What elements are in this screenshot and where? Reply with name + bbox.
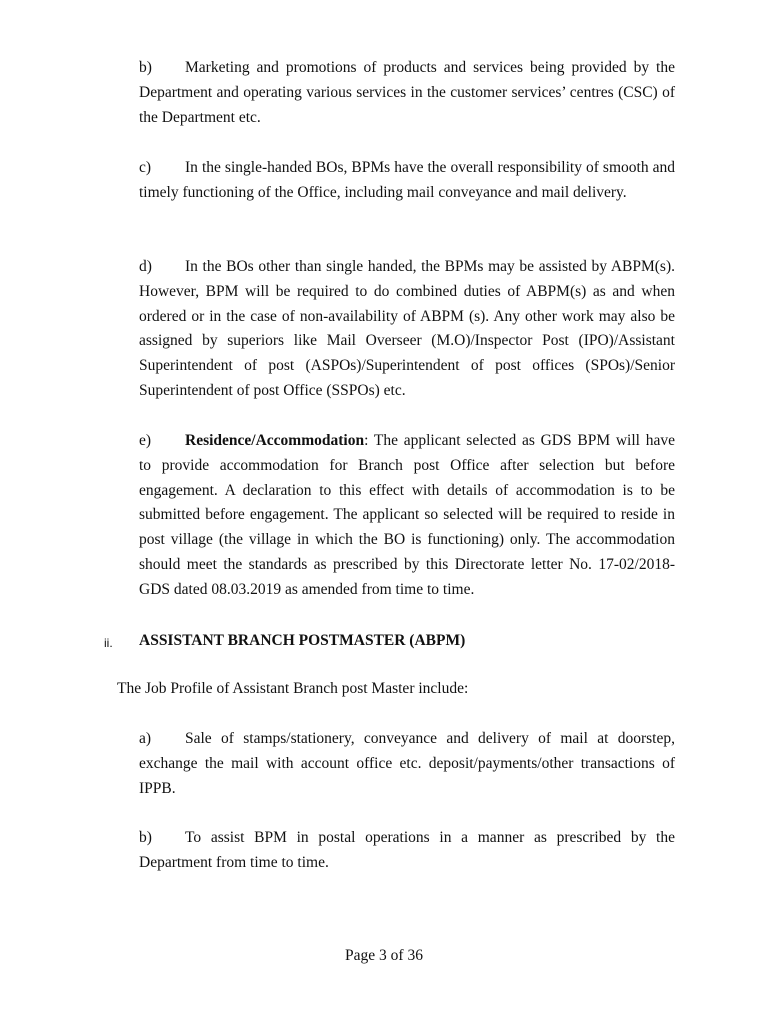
item-marker: e) <box>139 432 152 449</box>
item-text: In the BOs other than single handed, the BPMs may be assisted by ABPM(s). However, BPM will be required to do combined duties of ABPM(s) as and when ordered or in the case of non-availability of ABPM (s). Any other work may also be assigned by superiors like Mail Overseer (M.O)/Inspector Post (IPO)/Assistant Superintendent of post (ASPOs)/Superintendent of post offices (SPOs)/Senior Superintendent of post Office (SSPOs) etc. <box>139 258 675 399</box>
section-number: ii. <box>104 636 113 650</box>
abpm-duty-item-b <box>139 826 675 876</box>
item-marker: b) <box>139 59 152 76</box>
bpm-duty-item-d <box>139 255 675 404</box>
bpm-duty-item-b <box>139 56 675 130</box>
bpm-duty-item-c <box>139 156 675 206</box>
item-text: Sale of stamps/stationery, conveyance and delivery of mail at doorstep, exchange the mail with account office etc. deposit/payments/other transactions of IPPB. <box>139 730 675 797</box>
item-label: Residence/Accommodation <box>185 432 365 449</box>
section-title: ASSISTANT BRANCH POSTMASTER (ABPM) <box>139 632 466 649</box>
section-intro: The Job Profile of Assistant Branch post Master include: <box>117 680 469 697</box>
item-marker: c) <box>139 159 152 176</box>
item-text: In the single-handed BOs, BPMs have the overall responsibility of smooth and timely functioning of the Office, including mail conveyance and mail delivery. <box>139 159 675 201</box>
abpm-duty-item-a <box>139 727 675 801</box>
page-number: Page 3 of 36 <box>345 947 423 964</box>
item-marker: b) <box>139 829 152 846</box>
item-text: Marketing and promotions of products and services being provided by the Department and operating various services in the customer services’ centres (CSC) of the Department etc. <box>139 59 675 126</box>
item-text: To assist BPM in postal operations in a manner as prescribed by the Department from time to time. <box>139 829 675 871</box>
item-marker: a) <box>139 730 152 747</box>
item-text: : The applicant selected as GDS BPM will have to provide accommodation for Branch post Office after selection but before engagement. A declaration to this effect with details of accommodation is to be submitted before engagement. The applicant so selected will be required to reside in post village (the village in which the BO is functioning) only. The accommodation should meet the standards as prescribed by this Directorate letter No. 17-02/2018-GDS dated 08.03.2019 as amended from time to time. <box>139 432 675 598</box>
bpm-duty-item-e <box>139 429 675 603</box>
item-marker: d) <box>139 258 152 275</box>
